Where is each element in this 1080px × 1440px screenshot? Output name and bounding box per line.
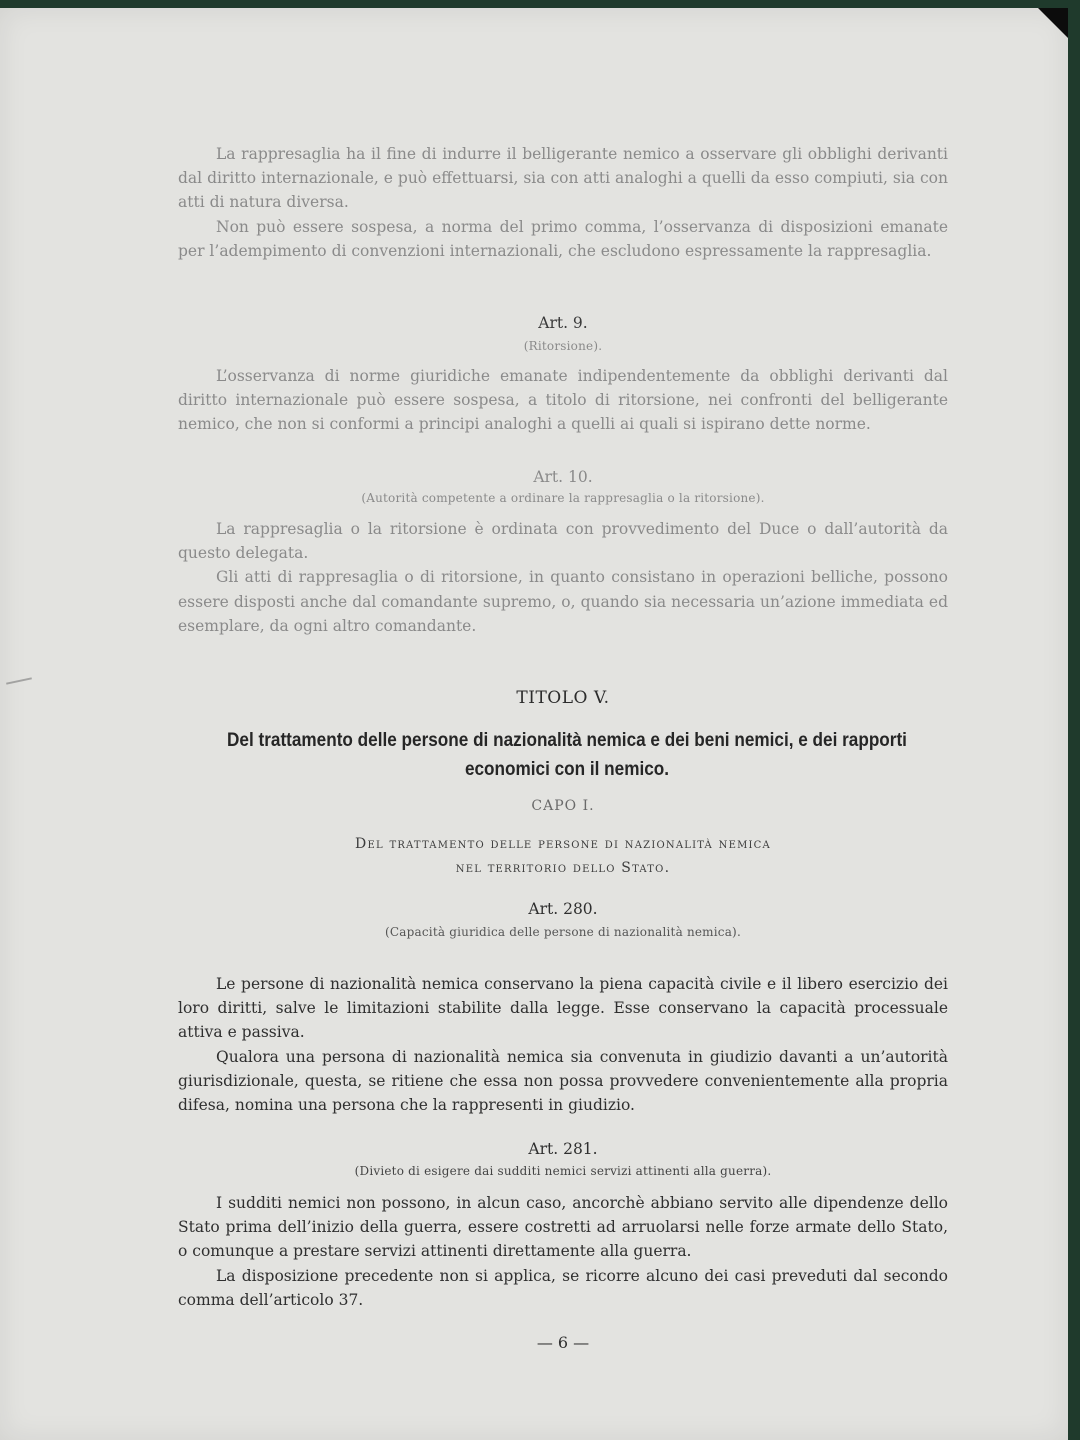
margin-mark <box>6 677 32 684</box>
paragraph: La rappresaglia ha il fine di indurre il belligerante nemico a osservare gli obblighi derivanti dal diritto internazionale, e può effettuarsi, sia con atti analoghi a quelli da esso compiuti, sia con atti di natura diversa. <box>178 145 948 212</box>
paragraph: L’osservanza di norme giuridiche emanate indipendentemente da obblighi derivanti dal diritto internazionale può essere sospesa, a titolo di ritorsione, nei confronti del belligerante nemico, che non si conformi a principi analoghi a quelli ai quali si ispirano dette norme. <box>178 367 948 434</box>
titolo-label: TITOLO V. <box>516 688 610 708</box>
paragraph: Gli atti di rappresaglia o di ritorsione, in quanto consistano in operazioni belliche, possono essere disposti anche dal comandante supremo, o, quando sia necessaria un’azione immediata ed esemplare, da ogni altro comandante. <box>178 568 948 635</box>
art-281-heading: Art. 281. <box>528 1140 598 1158</box>
art-280-body <box>178 972 948 1117</box>
section-prev <box>178 142 948 263</box>
art-280-subtitle: (Capacità giuridica delle persone di nazionalità nemica). <box>385 925 741 939</box>
paragraph: Le persone di nazionalità nemica conservano la piena capacità civile e il libero esercizio dei loro diritti, salve le limitazioni stabilite dalla legge. Esse conservano la capacità processuale attiva e passiva. <box>178 975 948 1042</box>
titolo-title <box>225 726 910 784</box>
art-10-subtitle: (Autorità competente a ordinare la rappresaglia o la ritorsione). <box>361 491 765 505</box>
paragraph: I sudditi nemici non possono, in alcun caso, ancorchè abbiano servito alle dipendenze dello Stato prima dell’inizio della guerra, essere costretti ad arruolarsi nelle forze armate dello Stato, o comunque a prestare servizi attinenti direttamente alla guerra. <box>178 1194 948 1261</box>
titolo-title-line-2: economici con il nemico. <box>464 758 670 780</box>
art-9-heading: Art. 9. <box>538 314 588 332</box>
art-280-heading: Art. 280. <box>528 900 598 918</box>
art-9-body <box>178 364 948 437</box>
paragraph: La disposizione precedente non si applica, se ricorre alcuno dei casi preveduti dal secondo comma dell’articolo 37. <box>178 1266 948 1309</box>
capo-title-line-1: Del trattamento delle persone di nazionalità nemica <box>355 836 771 852</box>
art-10-heading: Art. 10. <box>533 468 593 486</box>
paragraph: La rappresaglia o la ritorsione è ordinata con provvedimento del Duce o dall’autorità da questo delegata. <box>178 520 948 563</box>
art-281-body <box>178 1191 948 1312</box>
art-9-subtitle: (Ritorsione). <box>523 339 603 353</box>
paragraph: Non può essere sospesa, a norma del primo comma, l’osservanza di disposizioni emanate per l’adempimento di convenzioni internazionali, che escludono espressamente la rappresaglia. <box>178 217 948 260</box>
art-281-subtitle: (Divieto di esigere dai sudditi nemici servizi attinenti alla guerra). <box>354 1164 772 1178</box>
capo-label: CAPO I. <box>531 798 595 814</box>
document-page <box>0 8 1068 1440</box>
titolo-title-line-1: Del trattamento delle persone di nazionalità nemica e dei beni nemici, e dei rapporti <box>227 729 907 751</box>
page-number: — 6 — <box>536 1333 590 1352</box>
capo-title-line-2: nel territorio dello Stato. <box>455 860 671 876</box>
paragraph: Qualora una persona di nazionalità nemica sia convenuta in giudizio davanti a un’autorità giurisdizionale, questa, se ritiene che essa non possa provvedere convenientemente alla propria difesa, nomina una persona che la rappresenti in giudizio. <box>178 1047 948 1115</box>
art-10-body <box>178 517 948 638</box>
page-corner <box>1038 8 1068 38</box>
